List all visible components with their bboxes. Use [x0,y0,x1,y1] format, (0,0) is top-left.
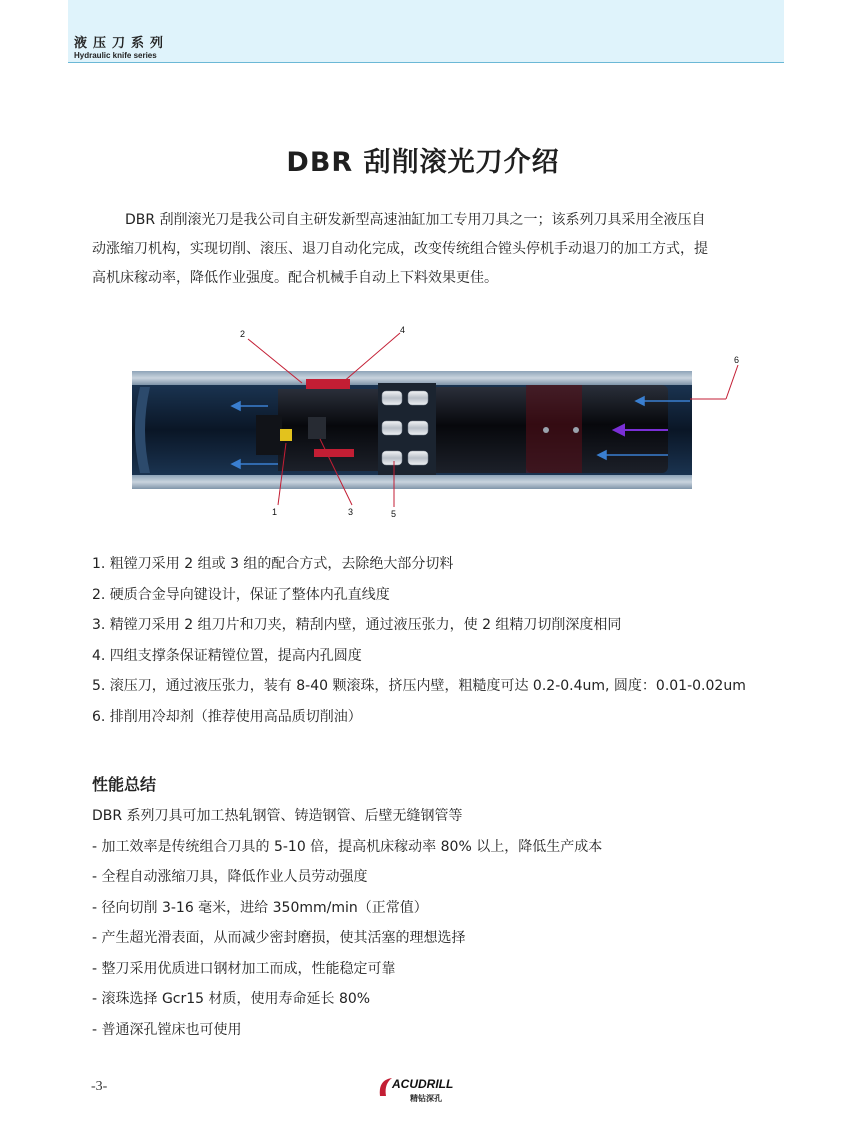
list-item: - 全程自动涨缩刀具，降低作业人员劳动强度 [92,869,368,885]
intro-line: DBR 刮削滚光刀是我公司自主研发新型高速油缸加工专用刀具之一；该系列刀具采用全液压自 [125,212,706,228]
list-item: 4. 四组支撑条保证精镗位置，提高内孔圆度 [92,647,362,664]
svg-text:精钻深孔: 精钻深孔 [410,1094,442,1103]
boring-head [278,389,378,471]
intro-line: 动涨缩刀机构，实现切削、滚压、退刀自动化完成，改变传统组合镗头停机手动退刀的加工方式，提 [92,241,708,257]
svg-text:ACUDRILL: ACUDRILL [392,1077,454,1091]
header-rule [68,62,784,63]
callout-line-6 [726,365,738,399]
cutter-holder [308,417,326,439]
list-item: 3. 精镗刀采用 2 组刀片和刀夹，精刮内壁，通过液压张力，使 2 组精刀切削深度相同 [92,617,622,634]
list-item: - 滚珠选择 Gcr15 材质，使用寿命延长 80% [92,991,371,1007]
list-item: - 整刀采用优质进口钢材加工而成，性能稳定可靠 [92,960,396,977]
callout-2: 2 [240,329,246,339]
tube-wall-bottom [132,475,692,489]
series-title-en: Hydraulic knife series [74,51,157,60]
series-title: 液压刀系列 [74,36,170,51]
list-item: - 加工效率是传统组合刀具的 5-10 倍，提高机床稼动率 80% 以上，降低生产成本 [92,838,603,855]
list-item: - 径向切削 3-16 毫米，进给 350mm/min（正常值） [92,899,428,916]
company-logo [376,1074,486,1104]
callout-6: 6 [734,355,740,365]
page-title: DBR 刮削滚光刀介绍 [286,147,560,178]
section-heading: 性能总结 [92,775,157,794]
list-item: - 产生超光滑表面，从而减少密封磨损，使其活塞的理想选择 [92,930,466,946]
list-item: 5. 滚压刀，通过液压张力，装有 8-40 颗滚珠，挤压内壁，粗糙度可达 0.2-0.4um, 圆度：0.01-0.02um [92,678,746,695]
callout-3: 3 [348,507,354,517]
tube-wall-top [132,371,692,385]
intro-paragraph [92,206,772,293]
list-item: 6. 排削用冷却剂（推荐使用高品质切削油） [92,708,362,725]
callout-1: 1 [272,507,278,517]
roller-head [436,387,526,473]
guide-key [314,449,354,457]
page-number: -3- [91,1079,108,1094]
list-item: 1. 粗镗刀采用 2 组或 3 组的配合方式，去除绝大部分切料 [92,556,454,572]
callout-5: 5 [391,509,397,519]
tool-shank [256,415,282,455]
header-band [68,0,784,62]
list-item: DBR 系列刀具可加工热轧钢管、铸造钢管、后壁无缝钢管等 [92,808,463,824]
feature-list [92,552,792,736]
guide-key [306,379,350,389]
callout-4: 4 [400,325,406,335]
tool-diagram [128,325,748,525]
list-item: - 普通深孔镗床也可使用 [92,1021,242,1038]
carbide-insert [280,429,292,441]
list-item: 2. 硬质合金导向键设计，保证了整体内孔直线度 [92,586,390,603]
logo-swoosh-icon [380,1078,392,1096]
summary-list [92,806,792,1050]
intro-line: 高机床稼动率，降低作业强度。配合机械手自动上下料效果更佳。 [92,270,498,286]
